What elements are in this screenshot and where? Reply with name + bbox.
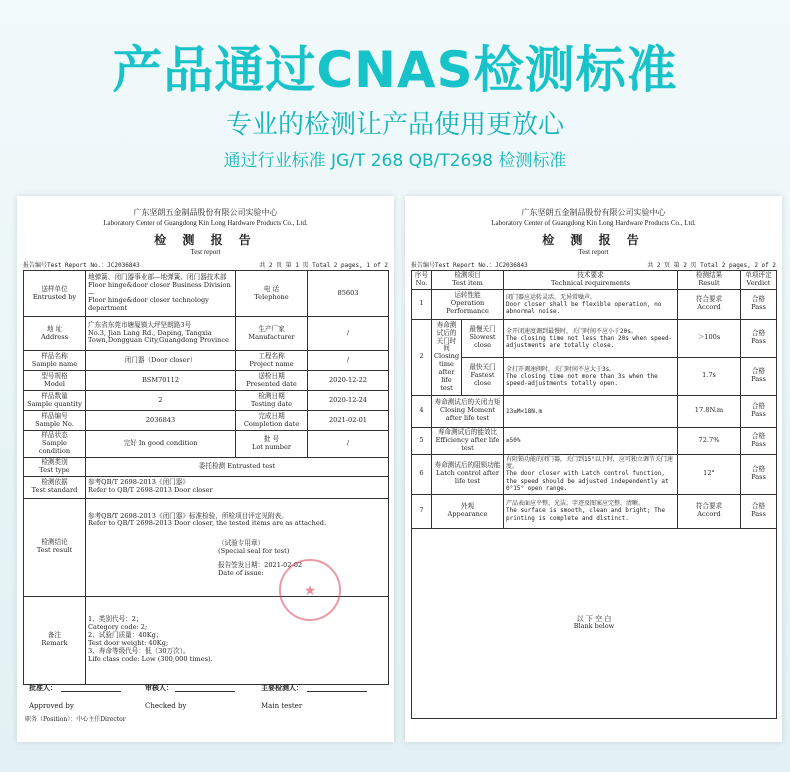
lab-name-en: Laboratory Center of Guangdong Kin Long Hardware Products Co., Ltd. bbox=[103, 219, 308, 227]
row-result: 1.7s bbox=[678, 357, 741, 395]
seal-caption: （试验专用章） (Special seal for test) bbox=[218, 539, 290, 556]
row-verdict: 合格 Pass bbox=[741, 454, 777, 494]
sample-no-value: 2036843 bbox=[86, 411, 236, 431]
row-item: 运转性能 Operation Performance bbox=[432, 289, 504, 319]
checked-label: 审核人： bbox=[145, 683, 173, 692]
issue-date: 报告签发日期：2021-02-02 Date of issue: bbox=[218, 561, 303, 578]
report-title-en: Test report bbox=[190, 248, 221, 256]
row-verdict: 合格 Pass bbox=[741, 494, 777, 528]
row-no: 7 bbox=[412, 494, 432, 528]
report-page-2 bbox=[405, 196, 782, 742]
remark-value: 1、类别代号：2； Category code: 2; 2、试验门质量：40Kg； Test door weight: 40Kg; 3、寿命等级代号：低（30万次）。 Life class code: Low (300,000 times). bbox=[86, 596, 389, 684]
table-row bbox=[412, 454, 777, 494]
lot-label: 批 号 Lot number bbox=[236, 431, 308, 458]
row-no: 6 bbox=[412, 454, 432, 494]
lab-name-cn: 广东坚朗五金制品股份有限公司实验中心 bbox=[133, 208, 278, 217]
page-indicator: 共 2 页 第 2 页 Total 2 pages, 2 of 2 bbox=[647, 262, 776, 269]
tester-label: 主要检测人： bbox=[261, 683, 303, 692]
table-row bbox=[412, 357, 777, 395]
row-requirement: 有阻锁功能的闭门器，关门到15°以下时，应可独立调节关门速度。 The door closer with Latch control function, the speed should be adjusted independently at 0°15° open range. bbox=[504, 454, 678, 494]
table-row bbox=[412, 395, 777, 427]
test-result-value: 参考QB/T 2698-2013《闭门器》标准检验，所检项目评定见附表。 Refer to QB/T 2698-2013 Door closer, the tested items are as attached. bbox=[88, 511, 327, 528]
project-name-label: 工程名称 Project name bbox=[236, 351, 308, 371]
lab-name-en: Laboratory Center of Guangdong Kin Long Hardware Products Co., Ltd. bbox=[491, 219, 696, 227]
model-value: BSM70112 bbox=[86, 371, 236, 391]
report-info-table bbox=[23, 270, 389, 685]
tel-value: 85603 bbox=[308, 271, 389, 317]
approved-label: 批准人： bbox=[29, 683, 57, 692]
row-verdict: 合格 Pass bbox=[741, 427, 777, 454]
tester-signature bbox=[307, 682, 367, 692]
lab-name-cn: 广东坚朗五金制品股份有限公司实验中心 bbox=[521, 208, 666, 217]
address-value: 广东省东莞市塘厦镇大坪坚朗路3号 No.3, Jian Lang Rd., Daping, Tangxia Town,Dongguan City,Guangdong Province bbox=[86, 317, 236, 351]
condition-value: 完好 In good condition bbox=[86, 431, 236, 458]
report-title-en: Test report bbox=[578, 248, 609, 256]
table-row bbox=[412, 427, 777, 454]
test-standard-value: 参考QB/T 2698-2013《闭门器》 Refer to QB/T 2698-2013 Door closer bbox=[86, 476, 389, 498]
header-no: 序号 No. bbox=[412, 271, 432, 290]
report-title-cn: 检 测 报 告 bbox=[542, 233, 645, 247]
client-value: 地弹簧、闭门器事业部—地弹簧、闭门器技术部 Floor hinge&door closer Business Division— Floor hinge&door closer technology department bbox=[86, 271, 236, 317]
sample-name-value: 闭门器（Door closer） bbox=[86, 351, 236, 371]
completion-date-label: 完成日期 Completion date bbox=[236, 411, 308, 431]
row-item: 寿命测试后的阻锁功能 Latch control after life test bbox=[432, 454, 504, 494]
row-requirement: 产品表面应平整、光洁，字迹及图案应完整、清晰。 The surface is smooth, clean and bright; The printing is complete and distinct. bbox=[504, 494, 678, 528]
header-verdict: 单项评定 Verdict bbox=[741, 271, 777, 290]
header-result: 检测结果 Result bbox=[678, 271, 741, 290]
test-result-label: 检测结论 Test result bbox=[24, 498, 86, 596]
blank-below-en: Blank below bbox=[573, 622, 615, 631]
checked-en: Checked by bbox=[145, 702, 187, 710]
testing-date-label: 检测日期 Testing date bbox=[236, 391, 308, 411]
presented-date-label: 送检日期 Presented date bbox=[236, 371, 308, 391]
test-result-cell bbox=[86, 498, 389, 596]
row-group: 寿命测试后的关门时间 Closing time after life test bbox=[432, 319, 462, 395]
row-result: 17.8N.m bbox=[678, 395, 741, 427]
row-item: 外观 Appearance bbox=[432, 494, 504, 528]
row-no: 5 bbox=[412, 427, 432, 454]
row-item: 寿命测试后的关闭力矩 Closing Moment after life test bbox=[432, 395, 504, 427]
address-label: 地 址 Address bbox=[24, 317, 86, 351]
presented-date-value: 2020-12-22 bbox=[308, 371, 389, 391]
report-number: 报告编号Test Report No.：JC2036843 bbox=[411, 262, 528, 269]
condition-label: 样品状态 Sample condition bbox=[24, 431, 86, 458]
report-title-cn: 检 测 报 告 bbox=[154, 233, 257, 247]
blank-below-cn: 以 下 空 白 bbox=[576, 614, 612, 623]
position-line: 职务（Position）：中心主任Director bbox=[25, 716, 126, 723]
row-item: 最慢关门 Slowest close bbox=[462, 319, 504, 357]
row-verdict: 合格 Pass bbox=[741, 357, 777, 395]
row-verdict: 合格 Pass bbox=[741, 395, 777, 427]
row-result: ＞100s bbox=[678, 319, 741, 357]
test-standard-label: 检测依据 Test standard bbox=[24, 476, 86, 498]
table-row bbox=[412, 319, 777, 357]
stamp-star-icon: ★ bbox=[303, 583, 317, 599]
hero-standards: 通过行业标准 JG/T 268 QB/T2698 检测标准 bbox=[223, 151, 567, 171]
client-label: 送样单位 Entrusted by bbox=[24, 271, 86, 317]
row-item: 寿命测试后的能效比 Efficiency after life test bbox=[432, 427, 504, 454]
report-number: 报告编号Test Report No.：JC2036843 bbox=[23, 262, 140, 269]
page-indicator: 共 2 页 第 1 页 Total 2 pages, 1 of 2 bbox=[259, 262, 388, 269]
test-results-table bbox=[411, 270, 777, 719]
checker-signature bbox=[175, 682, 235, 692]
table-row bbox=[412, 494, 777, 528]
row-verdict: 合格 Pass bbox=[741, 289, 777, 319]
row-item: 最快关门 Fastest close bbox=[462, 357, 504, 395]
row-requirement: 全打开调速阀时，关门时间不应大于3s。 The closing time not more than 3s when the speed-adjustments totally open. bbox=[504, 357, 678, 395]
approved-en: Approved by bbox=[29, 702, 74, 710]
table-row bbox=[412, 289, 777, 319]
test-type-value: 委托检测 Entrusted test bbox=[86, 457, 389, 476]
row-result: 12° bbox=[678, 454, 741, 494]
quantity-label: 样品数量 Sample quantity bbox=[24, 391, 86, 411]
testing-date-value: 2020-12-24 bbox=[308, 391, 389, 411]
tester-en: Main tester bbox=[261, 702, 303, 710]
row-no: 1 bbox=[412, 289, 432, 319]
row-requirement: 全开闭速度调到最慢时，关门时间不应小于20s。 The closing time not less than 20s when speed- adjustments are totally close. bbox=[504, 319, 678, 357]
completion-date-value: 2021-02-01 bbox=[308, 411, 389, 431]
manufacturer-value: / bbox=[308, 317, 389, 351]
row-result: 72.7% bbox=[678, 427, 741, 454]
sample-name-label: 样品名称 Sample name bbox=[24, 351, 86, 371]
blank-area bbox=[412, 528, 777, 718]
report-page-1 bbox=[17, 196, 394, 742]
quantity-value: 2 bbox=[86, 391, 236, 411]
project-name-value: / bbox=[308, 351, 389, 371]
lot-value: / bbox=[308, 431, 389, 458]
row-requirement: ≥50% bbox=[504, 427, 678, 454]
row-result: 符合要求 Accord bbox=[678, 289, 741, 319]
test-type-label: 检测类别 Test type bbox=[24, 457, 86, 476]
test-seal-stamp bbox=[279, 559, 341, 621]
tel-label: 电 话 Telephone bbox=[236, 271, 308, 317]
model-label: 型号规格 Model bbox=[24, 371, 86, 391]
hero-subtitle: 专业的检测让产品使用更放心 bbox=[225, 110, 564, 140]
header-item: 检测项目 Test item bbox=[432, 271, 504, 290]
row-no: 2 bbox=[412, 319, 432, 395]
hero-title: 产品通过CNAS检测标准 bbox=[112, 41, 678, 99]
manufacturer-label: 生产厂家 Manufacturer bbox=[236, 317, 308, 351]
row-requirement: 闭门器应运转灵活，无异常噪声。 Door closer shall be flexible operation, no abnormal noise. bbox=[504, 289, 678, 319]
header-requirements: 技术要求 Technical requirements bbox=[504, 271, 678, 290]
row-no: 4 bbox=[412, 395, 432, 427]
hero-banner bbox=[0, 0, 790, 190]
sample-no-label: 样品编号 Sample No. bbox=[24, 411, 86, 431]
row-requirement: 13≤M<18N.m bbox=[504, 395, 678, 427]
row-result: 符合要求 Accord bbox=[678, 494, 741, 528]
approver-signature bbox=[61, 682, 121, 692]
remark-label: 备注 Remark bbox=[24, 596, 86, 684]
row-verdict: 合格 Pass bbox=[741, 319, 777, 357]
